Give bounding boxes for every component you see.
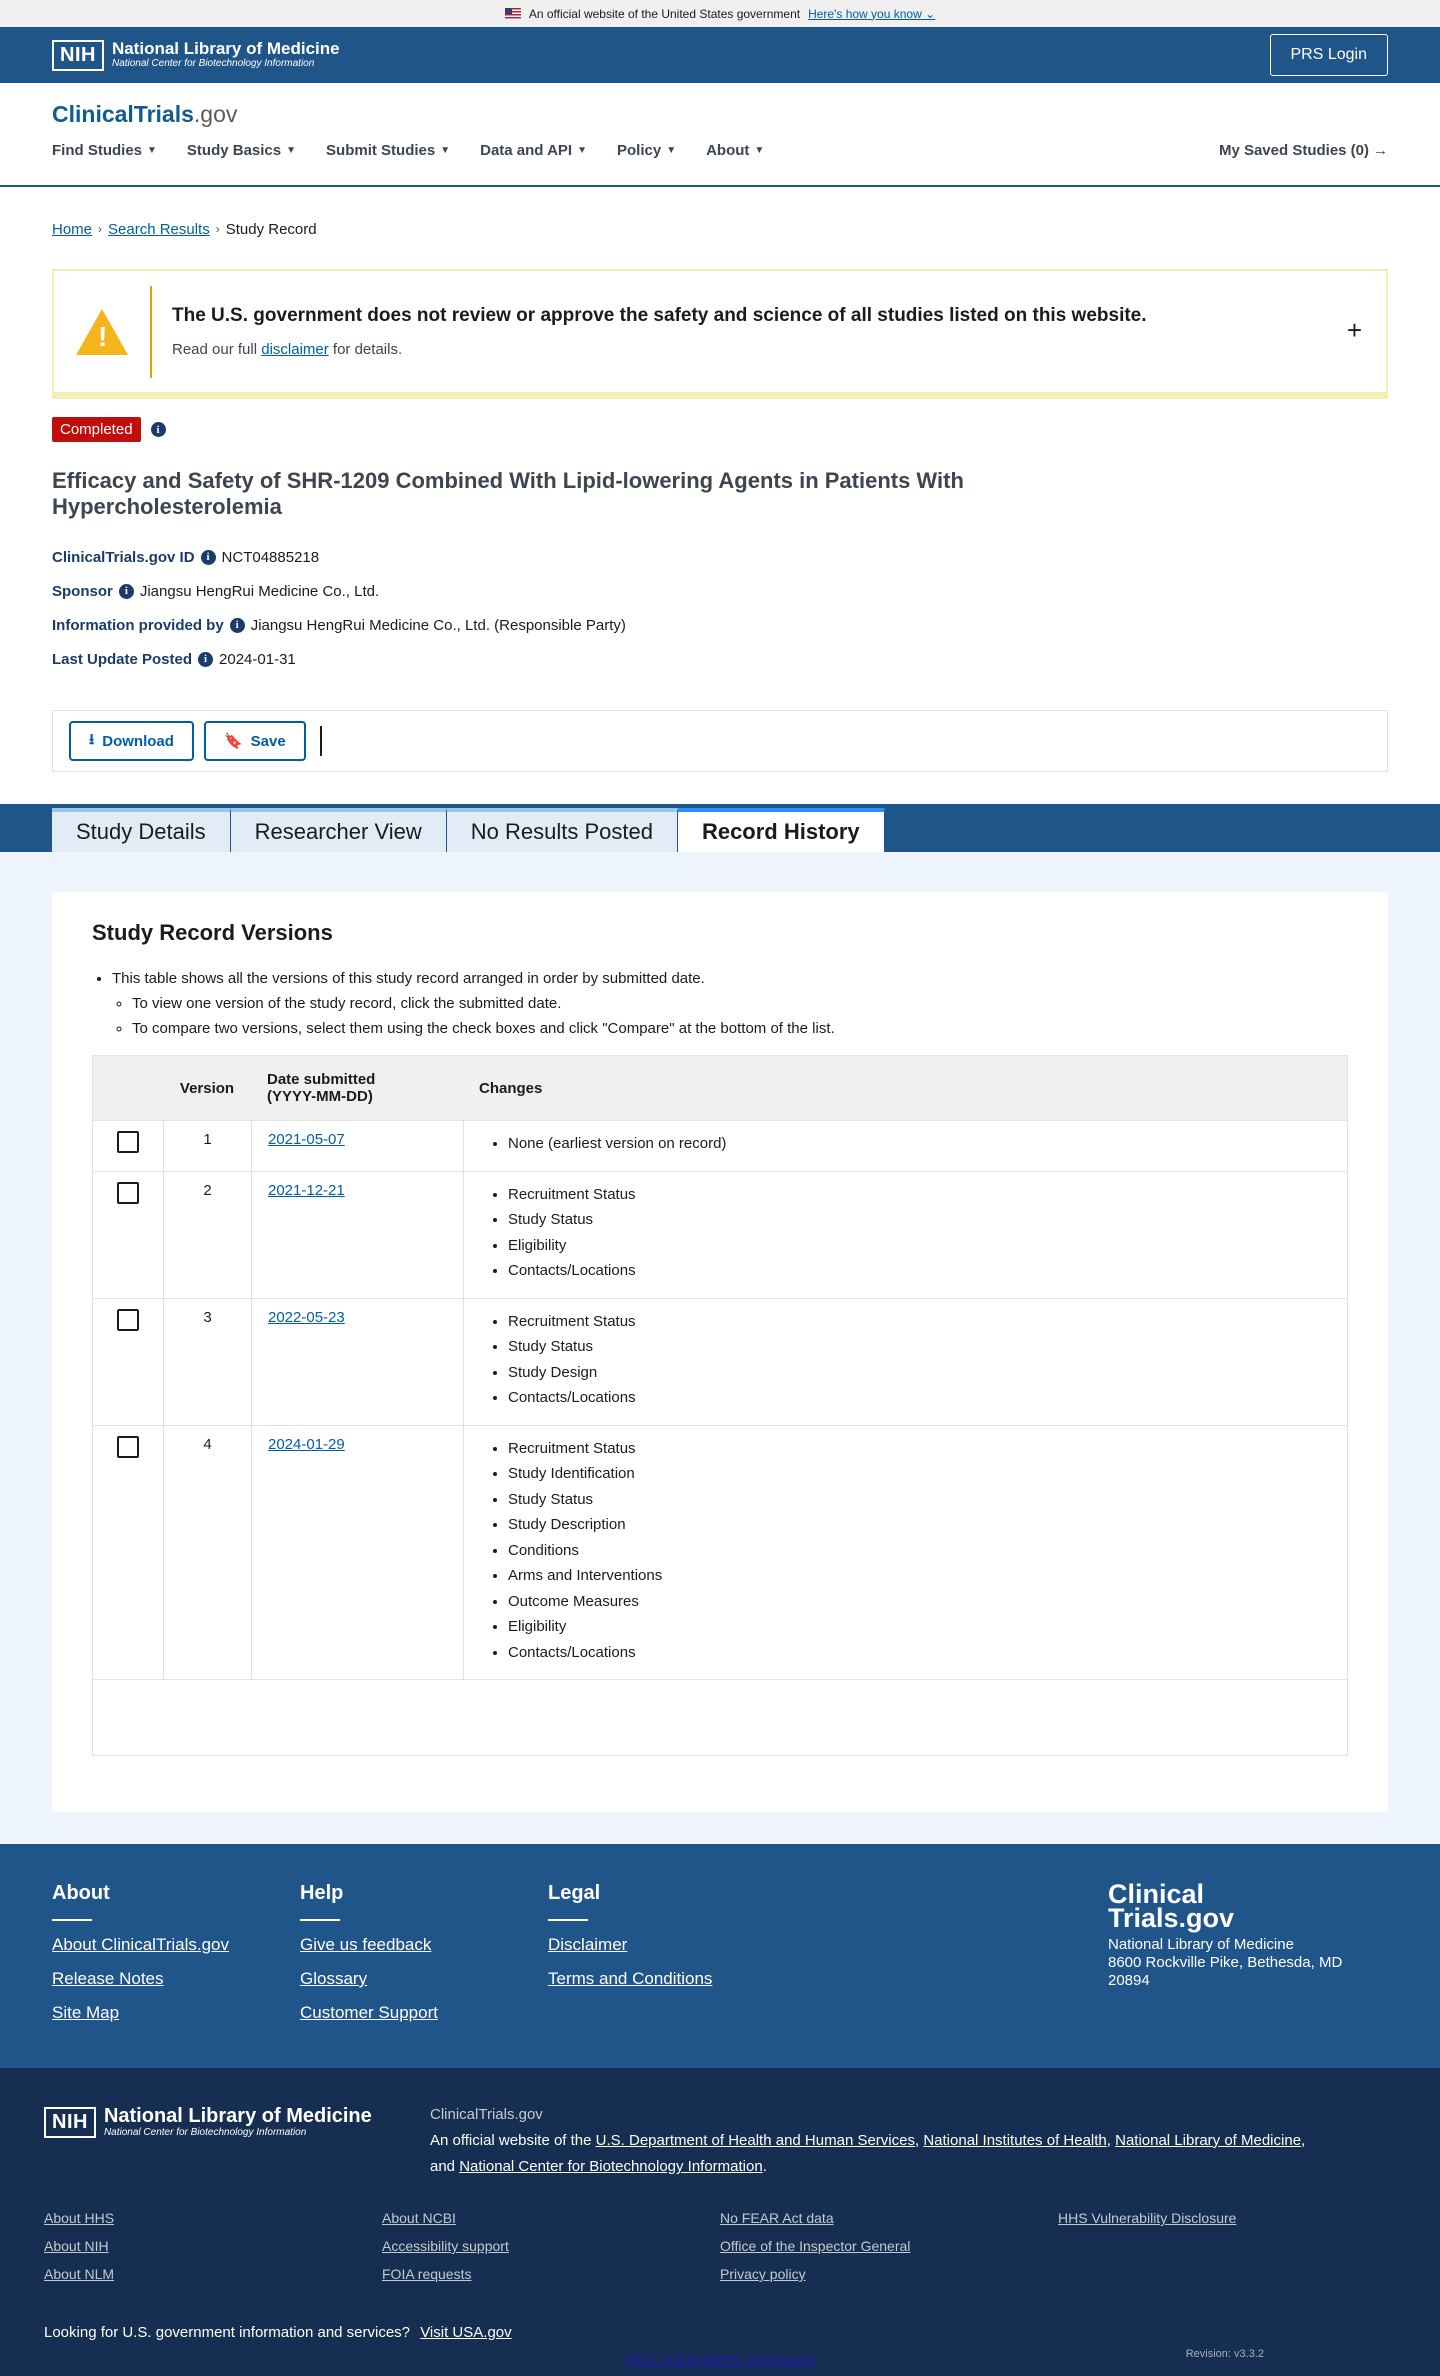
version-date-link[interactable]: 2022-05-23 [268, 1308, 345, 1326]
change-item: • Eligibility [508, 1233, 1347, 1259]
disclaimer-alert [52, 269, 1388, 399]
nlm-footer-logo[interactable]: NIH National Library of Medicine National Center for Biotechnology Information [44, 2102, 430, 2142]
nav-about[interactable]: About ▼ [706, 142, 765, 159]
gov-banner [0, 0, 1440, 27]
meta-last-update: Last Update Posted i 2024-01-31 [52, 650, 296, 668]
revision-label: Revision: v3.3.2 [1185, 2348, 1264, 2360]
info-icon[interactable]: i [201, 550, 216, 565]
version-date-link[interactable]: 2021-12-21 [268, 1181, 345, 1199]
chevron-down-icon: ▼ [147, 145, 157, 156]
breadcrumb-search-results[interactable]: Search Results [108, 220, 210, 238]
change-item: • Contacts/Locations [508, 1640, 1347, 1666]
hhs-link[interactable]: U.S. Department of Health and Human Services [595, 2132, 915, 2149]
clinicaltrials-footer-logo[interactable]: Clinical Trials.gov [1108, 1879, 1235, 1933]
nav-find-studies[interactable]: Find Studies ▼ [52, 142, 157, 159]
versions-title: Study Record Versions [92, 920, 333, 945]
table-footer [93, 1679, 1347, 1755]
nlm-link[interactable]: National Library of Medicine [1115, 2132, 1302, 2149]
footer-link[interactable]: About NLM [44, 2266, 115, 2282]
arrow-right-icon: → [1373, 142, 1388, 159]
usa-gov-line: Looking for U.S. government information and services? Visit USA.gov [44, 2324, 512, 2341]
info-icon[interactable]: i [119, 584, 134, 599]
chevron-down-icon: ▼ [286, 145, 297, 156]
download-icon: ⭳ [89, 730, 95, 748]
action-toolbar [52, 710, 1388, 772]
footer-link[interactable]: Privacy policy [720, 2266, 806, 2282]
version-number: 1 [163, 1121, 251, 1171]
footer-top [0, 1844, 1440, 2068]
tab-no-results-posted[interactable]: No Results Posted [447, 808, 678, 852]
change-item: • Study Status [508, 1487, 1347, 1513]
footer-bottom-links [44, 2210, 1396, 2294]
change-item: • Conditions [508, 1538, 1347, 1564]
meta-nct-id: ClinicalTrials.gov ID i NCT04885218 [52, 548, 320, 566]
versions-notes [92, 970, 1348, 1037]
col-version: Version [179, 1079, 235, 1097]
study-tabs [0, 804, 1440, 852]
nih-logo-icon: NIH [44, 2107, 96, 2138]
study-header [0, 399, 1440, 772]
footer-bottom [0, 2068, 1440, 2376]
footer-link[interactable]: HHS Vulnerability Disclosure [1058, 2210, 1237, 2226]
footer-legal: Legal Disclaimer Terms and Conditions [548, 1882, 796, 2068]
footer-link[interactable]: Glossary [300, 1969, 368, 1988]
site-header [0, 83, 1440, 187]
chevron-down-icon: ⌄ [925, 6, 936, 21]
info-icon[interactable]: i [151, 422, 166, 437]
change-item: • Study Description [508, 1512, 1347, 1538]
footer-link[interactable]: About ClinicalTrials.gov [52, 1935, 229, 1954]
version-date-link[interactable]: 2024-01-29 [268, 1435, 345, 1453]
chevron-right-icon: › [215, 222, 220, 236]
heres-how-you-know-link[interactable]: Here's how you know ⌄ [808, 6, 936, 21]
footer-help: Help Give us feedback Glossary Customer Support [300, 1882, 548, 2068]
meta-sponsor: Sponsor i Jiangsu HengRui Medicine Co., Ltd. [52, 582, 380, 600]
footer-link[interactable]: About NIH [44, 2238, 109, 2254]
download-button[interactable]: ⭳ Download [69, 721, 194, 761]
footer-link[interactable]: Accessibility support [382, 2238, 509, 2254]
footer-link[interactable]: FOIA requests [382, 2266, 472, 2282]
table-row [93, 1298, 1347, 1425]
footer-link[interactable]: About NCBI [382, 2210, 456, 2226]
chevron-down-icon: ▼ [666, 145, 677, 156]
chevron-down-icon: ▼ [577, 145, 587, 156]
changes-list [480, 1182, 1347, 1284]
nih-link[interactable]: National Institutes of Health [923, 2132, 1107, 2149]
note-item: • This table shows all the versions of this study record arranged in order by submitted date. [112, 970, 1348, 987]
footer-description: ClinicalTrials.gov An official website of the U.S. Department of Health and Human Services, National Institutes of Health, National Library of Medicine, and National Center for Biotechnology Information. [430, 2106, 1306, 2175]
nav-data-api[interactable]: Data and API ▼ [480, 142, 587, 159]
info-icon[interactable]: i [198, 652, 213, 667]
disclaimer-text: Read our full disclaimer for details. [172, 341, 403, 358]
footer-address: National Library of Medicine 8600 Rockville Pike, Bethesda, MD 20894 [1108, 1936, 1343, 1989]
footer-link[interactable]: About HHS [44, 2210, 115, 2226]
change-item: • Contacts/Locations [508, 1385, 1347, 1411]
compare-checkbox[interactable] [117, 1309, 139, 1331]
footer-link[interactable]: Terms and Conditions [548, 1969, 713, 1988]
tab-record-history[interactable]: Record History [678, 808, 885, 852]
record-history-panel [0, 852, 1440, 1844]
table-row [93, 1120, 1347, 1171]
col-date: Date submitted (YYYY-MM-DD) [267, 1071, 376, 1105]
nav-submit-studies[interactable]: Submit Studies ▼ [326, 142, 451, 159]
nlm-logo[interactable] [52, 40, 340, 71]
chevron-right-icon: › [98, 222, 103, 236]
change-item: • Recruitment Status [508, 1182, 1347, 1208]
hhs-vulnerability-bottom [0, 2352, 1440, 2369]
footer-link[interactable]: Customer Support [300, 2003, 438, 2022]
footer-link[interactable]: No FEAR Act data [720, 2210, 834, 2226]
toolbar-divider [320, 726, 322, 756]
version-number: 3 [163, 1299, 251, 1425]
chevron-down-icon: ▼ [754, 145, 765, 156]
change-item: • Contacts/Locations [508, 1258, 1347, 1284]
footer-link[interactable]: Disclaimer [548, 1935, 628, 1954]
save-button[interactable]: 🔖 Save [204, 721, 306, 761]
tab-study-details[interactable]: Study Details [52, 808, 231, 852]
clinicaltrials-logo[interactable]: ClinicalTrials.gov [52, 101, 238, 127]
col-changes: Changes [479, 1079, 543, 1097]
version-number: 2 [163, 1172, 251, 1298]
change-item: • Eligibility [508, 1614, 1347, 1640]
compare-checkbox[interactable] [117, 1182, 139, 1204]
disclaimer-link[interactable]: disclaimer [261, 341, 329, 358]
changes-list [480, 1131, 1347, 1157]
table-row [93, 1171, 1347, 1298]
ncbi-link[interactable]: National Center for Biotechnology Information [459, 2158, 763, 2175]
table-row [93, 1425, 1347, 1680]
disclaimer-title: The U.S. government does not review or approve the safety and science of all studies listed on this website. [172, 305, 1147, 326]
footer-link[interactable]: Release Notes [52, 1969, 164, 1988]
change-item: • Study Status [508, 1207, 1347, 1233]
warning-icon: ! [76, 309, 128, 355]
status-badge: Completed [52, 417, 141, 442]
breadcrumb-current: Study Record [225, 220, 317, 238]
nav-study-basics[interactable]: Study Basics ▼ [186, 142, 297, 159]
hhs-vulnerability-link[interactable]: HHS Vulnerability Disclosure [624, 2352, 816, 2369]
footer-link[interactable]: Give us feedback [300, 1935, 432, 1954]
compare-checkbox[interactable] [117, 1131, 139, 1153]
versions-table [92, 1055, 1348, 1756]
footer-about: About About ClinicalTrials.gov Release Notes Site Map [52, 1882, 300, 2068]
prs-login-button[interactable]: PRS Login [1270, 34, 1389, 76]
changes-list [480, 1309, 1347, 1411]
footer-link[interactable]: Site Map [52, 2003, 120, 2022]
change-item: • Study Identification [508, 1461, 1347, 1487]
usa-gov-link[interactable]: Visit USA.gov [420, 2324, 512, 2341]
changes-list [480, 1436, 1347, 1666]
change-item: • Study Design [508, 1360, 1347, 1386]
change-item: • None (earliest version on record) [508, 1131, 1347, 1157]
versions-card [52, 892, 1388, 1812]
change-item: • Arms and Interventions [508, 1563, 1347, 1589]
nlm-subtitle: National Center for Biotechnology Information [111, 58, 315, 69]
nav-policy[interactable]: Policy ▼ [617, 142, 677, 159]
breadcrumb [0, 187, 1440, 249]
change-item: • Study Status [508, 1334, 1347, 1360]
gov-banner-text: An official website of the United States government [528, 6, 801, 21]
meta-provided-by: Information provided by i Jiangsu HengRui Medicine Co., Ltd. (Responsible Party) [52, 616, 626, 634]
footer-link[interactable]: Office of the Inspector General [720, 2238, 911, 2254]
chevron-down-icon: ▼ [440, 145, 451, 156]
footer-brand [1108, 1879, 1388, 2068]
table-header [93, 1056, 1347, 1120]
nlm-header [0, 27, 1440, 83]
us-flag-icon [505, 8, 521, 19]
note-item: ◦ To compare two versions, select them using the check boxes and click "Compare" at the bottom of the list. [132, 1020, 1348, 1037]
change-item: • Recruitment Status [508, 1309, 1347, 1335]
info-icon[interactable]: i [230, 618, 245, 633]
breadcrumb-home[interactable]: Home [52, 220, 93, 238]
tab-researcher-view[interactable]: Researcher View [231, 808, 447, 852]
compare-checkbox[interactable] [117, 1436, 139, 1458]
expand-plus-icon[interactable]: + [1346, 315, 1362, 345]
my-saved-studies-link[interactable]: My Saved Studies (0) → [1218, 142, 1388, 159]
version-number: 4 [163, 1426, 251, 1680]
change-item: • Outcome Measures [508, 1589, 1347, 1615]
version-date-link[interactable]: 2021-05-07 [268, 1131, 345, 1148]
nih-logo-icon: NIH [52, 40, 104, 71]
main-nav [52, 142, 1388, 159]
nlm-title: National Library of Medicine [111, 39, 340, 58]
note-item: ◦ To view one version of the study record, click the submitted date. [132, 995, 1348, 1012]
bookmark-icon: 🔖 [223, 733, 243, 750]
change-item: • Recruitment Status [508, 1436, 1347, 1462]
study-title: Efficacy and Safety of SHR-1209 Combined With Lipid-lowering Agents in Patients With Hypercholesterolemia [52, 468, 964, 519]
